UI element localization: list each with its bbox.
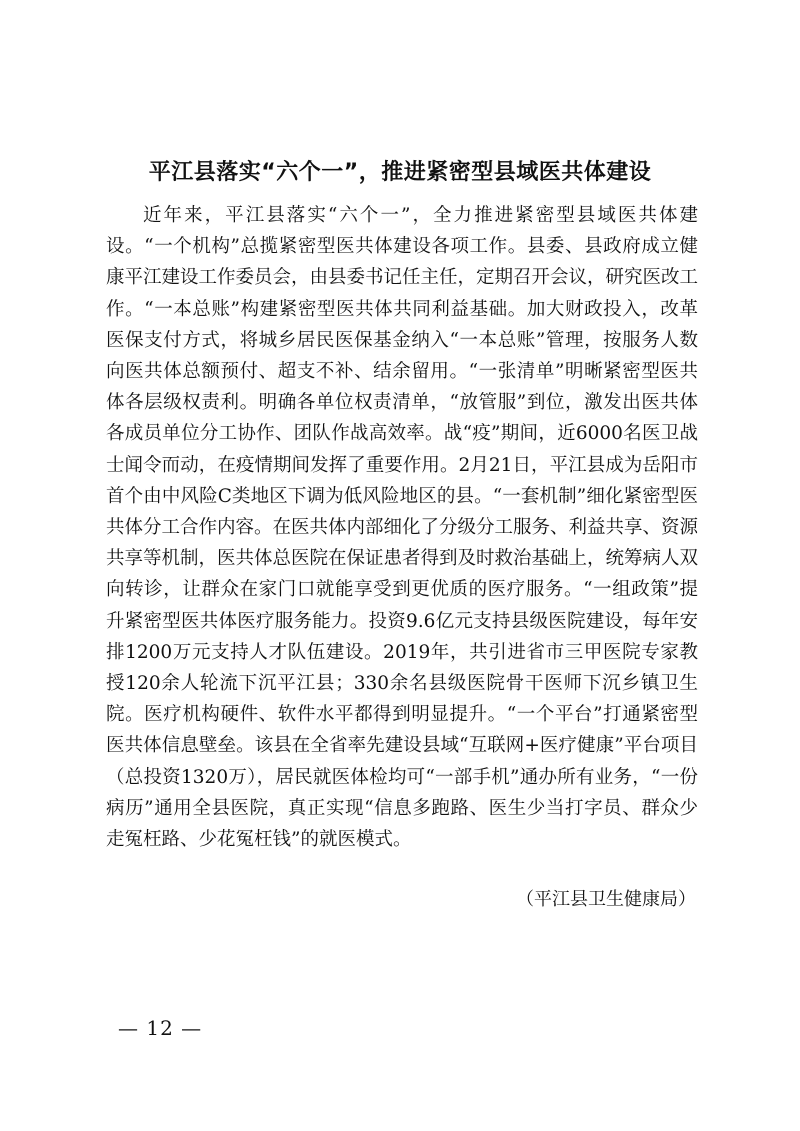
page-number: — 12 —	[118, 1016, 203, 1040]
article-source: （平江县卫生健康局）	[516, 889, 696, 910]
article-body: 近年来，平江县落实“六个一”，全力推进紧密型县域医共体建设。“一个机构”总揽紧密型医共体建设各项工作。县委、县政府成立健康平江建设工作委员会，由县委书记任主任，定期召开会议，研究医改工作。“一本总账”构建紧密型医共体共同利益基础。加大财政投入，改革医保支付方式，将城乡居民医保基金纳入“一本总账”管理，按服务人数向医共体总额预付、超支不补、结余留用。“一张清单”明晰紧密型医共体各层级权责利。明确各单位权责清单，“放管服”到位，激发出医共体各成员单位分工协作、团队作战高效率。战“疫”期间，近6000名医卫战士闻令而动，在疫情期间发挥了重要作用。2月21日，平江县成为岳阳市首个由中风险C类地区下调为低风险地区的县。“一套机制”细化紧密型医共体分工合作内容。在医共体内部细化了分级分工服务、利益共享、资源共享等机制，医共体总医院在保证患者得到及时救治基础上，统筹病人双向转诊，让群众在家门口就能享受到更优质的医疗服务。“一组政策”提升紧密型医共体医疗服务能力。投资9.6亿元支持县级医院建设，每年安排1200万元支持人才队伍建设。2019年，共引进省市三甲医院专家教授120余人轮流下沉平江县；330余名县级医院骨干医师下沉乡镇卫生院。医疗机构硬件、软件水平都得到明显提升。“一个平台”打通紧密型医共体信息壁垒。该县在全省率先建设县域“互联网+医疗健康”平台项目（总投资1320万），居民就医体检均可“一部手机”通办所有业务，“一份病历”通用全县医院，真正实现“信息多跑路、医生少当打字员、群众少走冤枉路、少花冤枉钱”的就医模式。	[106, 205, 699, 851]
article-title: 平江县落实“六个一”，推进紧密型县域医共体建设	[148, 159, 652, 185]
